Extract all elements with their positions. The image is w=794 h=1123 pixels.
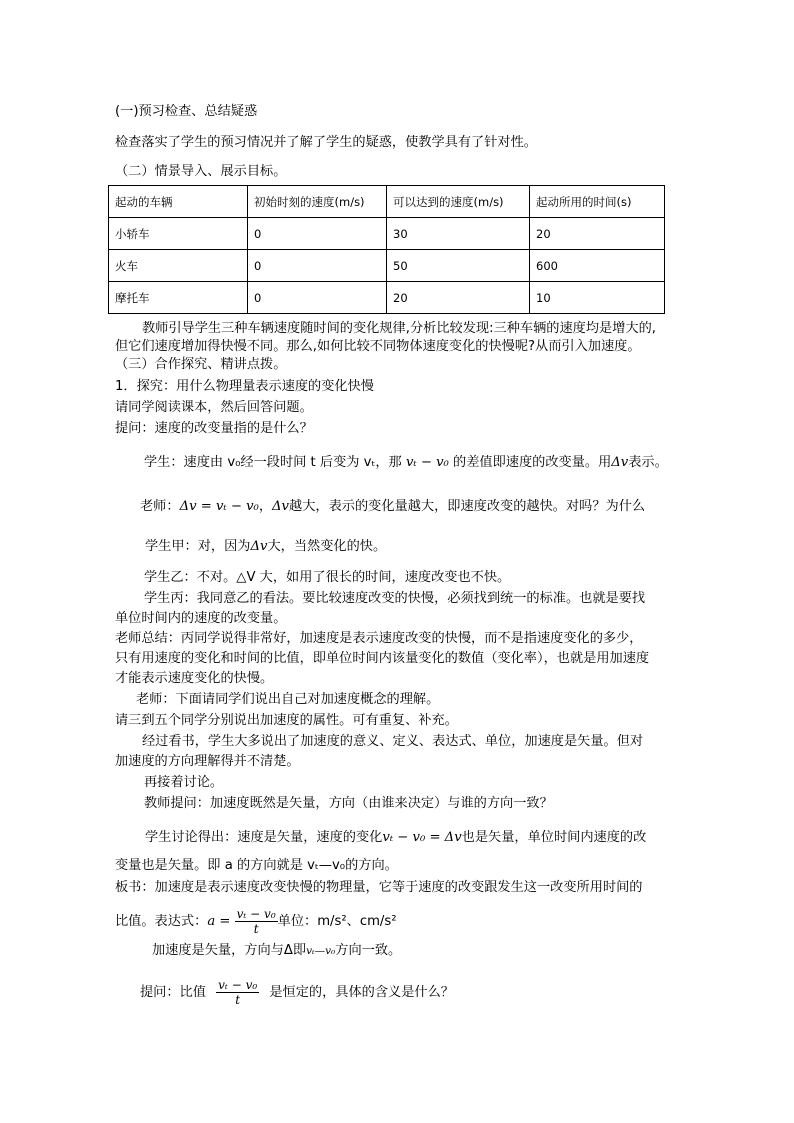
ratio-question-text: 是恒定的，具体的含义是什么？ [269, 985, 454, 1000]
table-row [109, 282, 665, 314]
table-row [109, 250, 665, 282]
paragraph-line: 教师引导学生三种车辆速度随时间的变化规律,分析比较发现:三种车辆的速度均是增大的, [142, 321, 656, 336]
student-discussion-line [145, 829, 646, 847]
vector-text: 方向一致。 [335, 943, 402, 958]
student-answer-line [144, 454, 668, 472]
table-cell: 20 [387, 282, 530, 314]
table-cell: 0 [248, 218, 387, 250]
teacher-summary-line: 只有用速度的变化和时间的比值，即单位时间内该量变化的数值（变化率），也就是用加速度 [115, 651, 650, 666]
paragraph-line: 加速度的方向理解得并不清楚。 [115, 754, 300, 769]
table-cell: 20 [530, 218, 665, 250]
fraction-denominator: t [253, 921, 259, 936]
table-cell: 10 [530, 282, 665, 314]
teacher-question-line: 教师提问：加速度既然是矢量，方向（由谁来决定）与谁的方向一致？ [144, 796, 553, 811]
paragraph-line: 请同学阅读课本，然后回答问题。 [115, 400, 313, 415]
paragraph-line: 请三到五个同学分别说出加速度的属性。可有重复、补充。 [115, 713, 458, 728]
velocity-difference-small: vₜ—v₀ [306, 945, 336, 957]
table-cell: 0 [248, 282, 387, 314]
table-row [109, 218, 665, 250]
table-cell: 600 [530, 250, 665, 282]
student-jia-text: 学生甲：对，因为 [145, 539, 251, 554]
teacher-line: 老师：下面请同学们说出自己对加速度概念的理解。 [136, 692, 440, 707]
table-header-cell: 起动的车辆 [109, 186, 248, 218]
table-header-cell: 起动所用的时间(s) [530, 186, 665, 218]
student-jia-line [145, 538, 386, 556]
acceleration-fraction [235, 907, 278, 936]
paragraph-line: 经过看书，学生大多说出了加速度的意义、定义、表达式、单位，加速度是矢量。但对 [142, 734, 644, 749]
delta-v-symbol: Δv [250, 539, 268, 554]
velocity-difference-formula: vₜ − v₀ [405, 455, 449, 470]
student-discussion-text: 也是矢量，单位时间内速度的改 [461, 830, 647, 845]
fraction-denominator: t [235, 992, 241, 1007]
section-3-heading: （三）合作探究、精讲点拨。 [115, 357, 287, 372]
table-cell: 0 [248, 250, 387, 282]
teacher-text: 越大，表示的变化量越大，即速度改变的越快。对吗？为什么 [289, 499, 646, 514]
table-header-cell: 可以达到的速度(m/s) [387, 186, 530, 218]
table-cell: 小轿车 [109, 218, 248, 250]
table-cell: 摩托车 [109, 282, 248, 314]
board-text: 比值。表达式： [115, 914, 208, 929]
ratio-question-line [140, 975, 454, 1011]
ratio-question-text: 提问：比值 [140, 985, 206, 1000]
board-formula-line [115, 905, 397, 939]
delta-v-symbol: Δv [272, 499, 290, 514]
ratio-fraction [216, 978, 259, 1007]
student-discussion-text: 学生讨论得出：速度是矢量，速度的变化 [145, 830, 383, 845]
fraction-numerator: vₜ − v₀ [236, 906, 276, 921]
student-discussion-line: 变量也是矢量。即 a 的方向就是 vₜ—v₀的方向。 [115, 858, 398, 873]
delta-v-definition-formula: Δv = vₜ − v₀ [179, 499, 259, 514]
student-answer-text: 的差值即速度的改变量。用 [453, 455, 612, 470]
section-2-heading: （二）情景导入、展示目标。 [115, 164, 287, 179]
teacher-line [140, 498, 645, 516]
board-units: 单位：m/s²、cm/s² [277, 914, 397, 929]
explore-heading: 1．探究：用什么物理量表示速度的变化快慢 [115, 379, 374, 394]
teacher-summary-line: 才能表示速度变化的快慢。 [115, 671, 274, 686]
section-1-text: 检查落实了学生的预习情况并了解了学生的疑惑，使教学具有了针对性。 [115, 135, 537, 150]
board-line: 板书：加速度是表示速度改变快慢的物理量，它等于速度的改变跟发生这一改变所用时间的 [115, 880, 643, 895]
vector-text: 加速度是矢量，方向与Δ即 [152, 943, 307, 958]
delta-v-symbol: Δv [611, 455, 629, 470]
section-1-heading: (一)预习检查、总结疑惑 [115, 104, 258, 119]
question-line: 提问：速度的改变量指的是什么？ [115, 421, 313, 436]
paragraph-line: 再接着讨论。 [144, 775, 224, 790]
fraction-numerator: vₜ − v₀ [218, 977, 258, 992]
table-cell: 30 [387, 218, 530, 250]
student-yi-line: 学生乙：不对。△V 大，如用了很长的时间，速度改变也不快。 [144, 570, 511, 585]
teacher-summary-line: 老师总结：丙同学说得非常好，加速度是表示速度改变的快慢，而不是指速度变化的多少， [115, 631, 643, 646]
table-cell: 50 [387, 250, 530, 282]
table-header-row [109, 186, 665, 218]
velocity-change-formula: vₜ − v₀ = Δv [382, 830, 462, 845]
student-jia-text: 大，当然变化的快。 [267, 539, 387, 554]
teacher-text: ， [258, 499, 273, 514]
table-header-cell: 初始时刻的速度(m/s) [248, 186, 387, 218]
table-cell: 火车 [109, 250, 248, 282]
vehicle-speed-table [108, 185, 665, 314]
vector-direction-line [152, 942, 401, 960]
student-bing-line: 学生丙：我同意乙的看法。要比较速度改变的快慢，必须找到统一的标准。也就是要找 [144, 591, 646, 606]
teacher-label: 老师： [140, 499, 180, 514]
student-answer-text: 表示。 [628, 455, 668, 470]
acceleration-symbol: a = [207, 914, 231, 929]
student-bing-line: 单位时间内的速度的改变量。 [115, 611, 287, 626]
paragraph-line: 但它们速度增加得快慢不同。那么,如何比较不同物体速度变化的快慢呢?从而引入加速度。 [115, 339, 641, 354]
student-answer-text: 学生：速度由 v₀经一段时间 t 后变为 vₜ，那 [144, 455, 402, 470]
